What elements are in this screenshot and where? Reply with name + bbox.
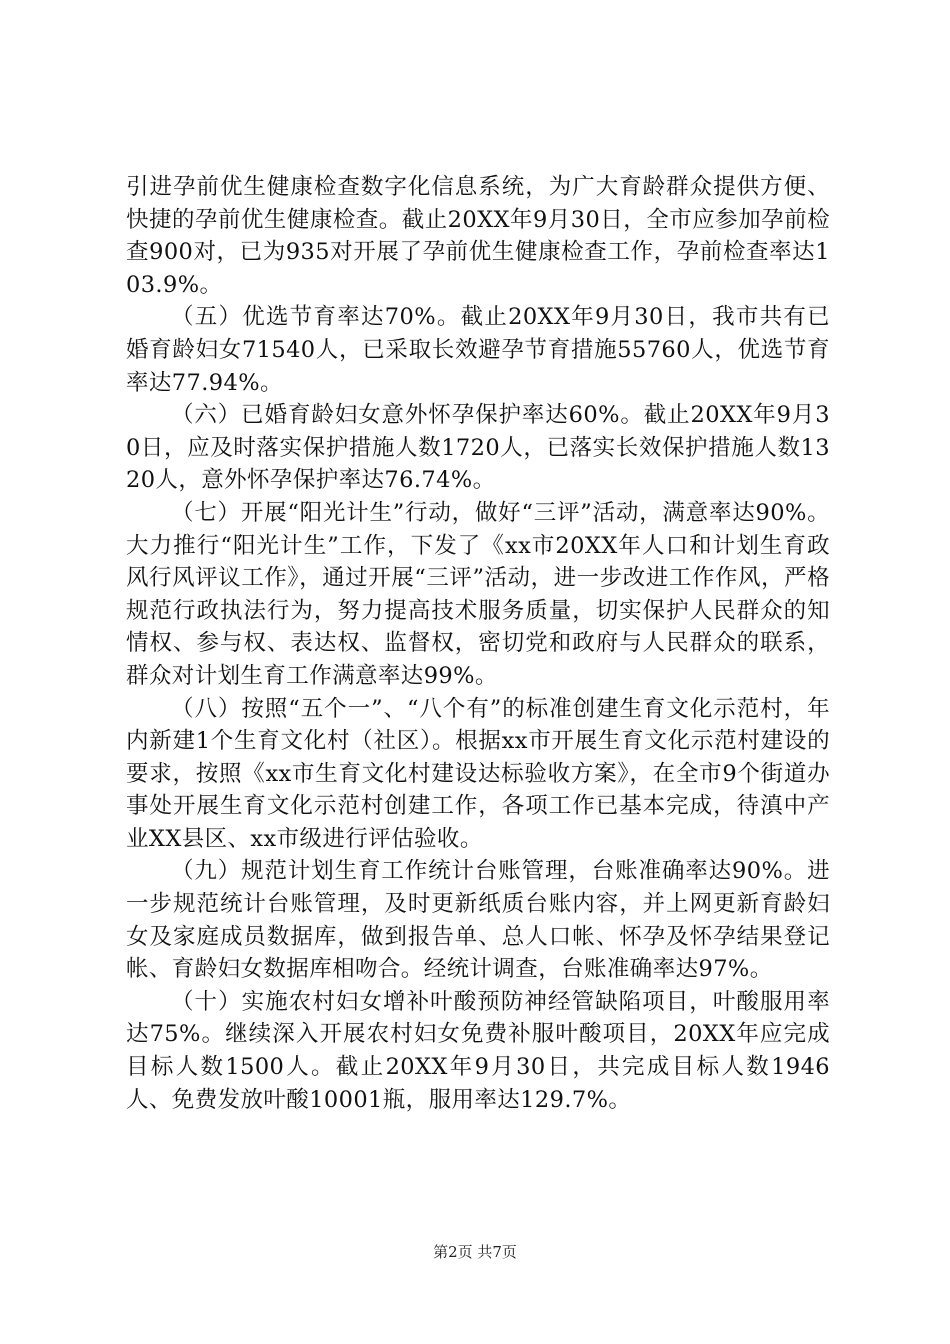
paragraph-section-5: （五）优选节育率达70%。截止20XX年9月30日，我市共有已婚育龄妇女71540人，已采取长效避孕节育措施55760人，优选节育率达77.94%。	[126, 304, 830, 396]
paragraph-section-6: （六）已婚育龄妇女意外怀孕保护率达60%。截止20XX年9月30日，应及时落实保护措施人数1720人，已落实长效保护措施人数1320人，意外怀孕保护率达76.74%。	[126, 402, 830, 494]
paragraph-continuation: 引进孕前优生健康检查数字化信息系统，为广大育龄群众提供方便、快捷的孕前优生健康检查。截止20XX年9月30日，全市应参加孕前检查900对，已为935对开展了孕前优生健康检查工作，孕前检查率达103.9%。	[126, 174, 830, 298]
paragraph-section-10: （十）实施农村妇女增补叶酸预防神经管缺陷项目，叶酸服用率达75%。继续深入开展农村妇女免费补服叶酸项目，20XX年应完成目标人数1500人。截止20XX年9月30日，共完成目标人数1946人、免费发放叶酸10001瓶，服用率达129.7%。	[126, 988, 830, 1113]
document-body	[126, 171, 830, 1116]
paragraph-section-9: （九）规范计划生育工作统计台账管理，台账准确率达90%。进一步规范统计台账管理，及时更新纸质台账内容，并上网更新育龄妇女及家庭成员数据库，做到报告单、总人口帐、怀孕及怀孕结果登记帐、育龄妇女数据库相吻合。经统计调查，台账准确率达97%。	[126, 858, 830, 983]
paragraph-section-8: （八）按照“五个一”、“八个有”的标准创建生育文化示范村，年内新建1个生育文化村（社区）。根据xx市开展生育文化示范村建设的要求，按照《xx市生育文化村建设达标验收方案》，在全市9个街道办事处开展生育文化示范村创建工作，各项工作已基本完成，待滇中产业XX县区、xx市级进行评估验收。	[126, 695, 830, 852]
page-number-footer: 第2页 共7页	[433, 1243, 517, 1261]
paragraph-section-7: （七）开展“阳光计生”行动，做好“三评”活动，满意率达90%。大力推行“阳光计生”工作，下发了《xx市20XX年人口和计划生育政风行风评议工作》，通过开展“三评”活动，进一步改进工作作风，严格规范行政执法行为，努力提高技术服务质量，切实保护人民群众的知情权、参与权、表达权、监督权，密切党和政府与人民群众的联系，群众对计划生育工作满意率达99%。	[126, 499, 830, 689]
